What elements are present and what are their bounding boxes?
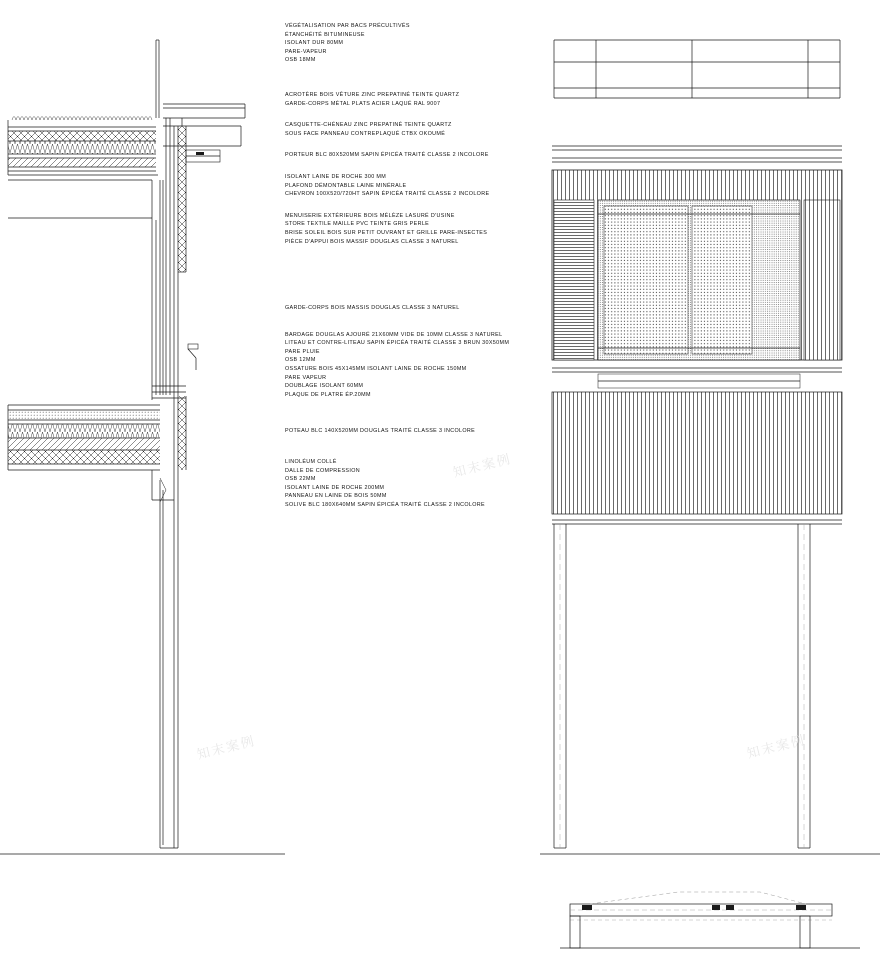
facade-elevation-svg (540, 0, 880, 976)
plan-detail-svg (560, 890, 860, 960)
annotation-group-parapet (285, 91, 535, 108)
annotation-line: PLAQUE DE PLATRE ÉP.20MM (285, 391, 371, 398)
annotation-line: SOLIVE BLC 180X640MM SAPIN ÉPICÉA TRAITÉ CLASSE 2 INCOLORE (285, 502, 485, 508)
annotation-line: POTEAU BLC 140X520MM DOUGLAS TRAITÉ CLASSE 3 INCOLORE (285, 428, 476, 435)
annotation-group-gutter-cap (285, 121, 535, 138)
annotation-line: OSSATURE BOIS 45X145MM ISOLANT LAINE DE ROCHE 150MM (285, 366, 467, 373)
annotation-line: PANNEAU EN LAINE DE BOIS 50MM (285, 493, 387, 500)
plan-detail-drawing (560, 890, 860, 960)
watermark: 知末案例 (451, 451, 514, 481)
facade-elevation-drawing (540, 0, 880, 976)
annotation-line: GARDE-CORPS BOIS MASSIS DOUGLAS CLASSE 3 NATUREL (285, 305, 460, 312)
annotation-line: CHEVRON 100X520/720HT SAPIN ÉPICÉA TRAITÉ CLASSE 2 INCOLORE (285, 191, 490, 198)
annotation-line: PLAFOND DÉMONTABLE LAINE MINÉRALE (285, 182, 407, 189)
annotation-line: ACROTÈRE BOIS VÊTURE ZINC PREPATINÉ TEINTE QUARTZ (285, 91, 460, 98)
annotation-group-roof-buildup (285, 22, 535, 65)
annotation-group-post (285, 427, 535, 436)
annotation-line: STORE TEXTILE MAILLE PVC TEINTE GRIS PERLE (285, 221, 430, 228)
annotation-line: PARE-VAPEUR (285, 48, 327, 55)
annotation-line: GARDE-CORPS MÉTAL PLATS ACIER LAQUÉ RAL 9007 (285, 100, 441, 107)
annotation-group-insulation-ceiling (285, 173, 535, 199)
watermark: 知末案例 (195, 733, 258, 763)
annotation-list (285, 22, 535, 523)
annotation-line: LINOLÉUM COLLÉ (285, 459, 337, 466)
annotation-line: DOUBLAGE ISOLANT 60MM (285, 383, 364, 390)
annotation-line: BARDAGE DOUGLAS AJOURÉ 21X60MM VIDE DE 10MM CLASSE 3 NATUREL (285, 331, 503, 338)
annotation-line: DALLE DE COMPRESSION (285, 467, 360, 474)
annotation-line: OSB 12MM (285, 357, 316, 364)
annotation-group-wall-buildup (285, 331, 535, 400)
annotation-line: VÉGÉTALISATION PAR BACS PRÉCULTIVÉS (285, 23, 410, 29)
annotation-line: PARE VAPEUR (285, 374, 327, 381)
annotation-line: PORTEUR BLC 80X520MM SAPIN ÉPICÉA TRAITÉ CLASSE 2 INCOLORE (285, 152, 489, 159)
section-detail-drawing (0, 0, 285, 976)
annotation-group-joinery (285, 212, 535, 246)
annotation-line: PIÈCE D'APPUI BOIS MASSIF DOUGLAS CLASSE 3 NATUREL (285, 238, 459, 245)
annotation-line: SOUS FACE PANNEAU CONTREPLAQUÉ CTBX OKOUMÉ (285, 130, 446, 137)
annotation-group-guardrail (285, 304, 535, 313)
annotation-line: OSB 22MM (285, 476, 316, 483)
annotation-line: ISOLANT LAINE DE ROCHE 300 MM (285, 173, 387, 180)
annotation-line: ISOLANT DUR 80MM (285, 40, 344, 47)
watermark: 知末案例 (745, 732, 808, 762)
annotation-line: ISOLANT LAINE DE ROCHE 200MM (285, 484, 385, 491)
section-detail-svg (0, 0, 285, 976)
annotation-group-floor-buildup (285, 458, 535, 510)
annotation-line: CASQUETTE-CHÉNEAU ZINC PREPATINÉ TEINTE QUARTZ (285, 122, 452, 129)
annotation-group-beam (285, 151, 535, 160)
annotation-line: ÉTANCHÉITÉ BITUMINEUSE (285, 31, 365, 38)
annotation-line: BRISE SOLEIL BOIS SUR PETIT OUVRANT ET GRILLE PARE-INSECTES (285, 229, 488, 236)
annotation-line: OSB 18MM (285, 57, 316, 64)
annotation-line: LITEAU ET CONTRE-LITEAU SAPIN ÉPICÉA TRAITÉ CLASSE 3 BRUN 30X50MM (285, 340, 510, 347)
annotation-line: MENUISERIE EXTÉRIEURE BOIS MÉLÈZE LASURÉ D'USINE (285, 212, 455, 219)
annotation-line: PARE PLUIE (285, 348, 320, 355)
